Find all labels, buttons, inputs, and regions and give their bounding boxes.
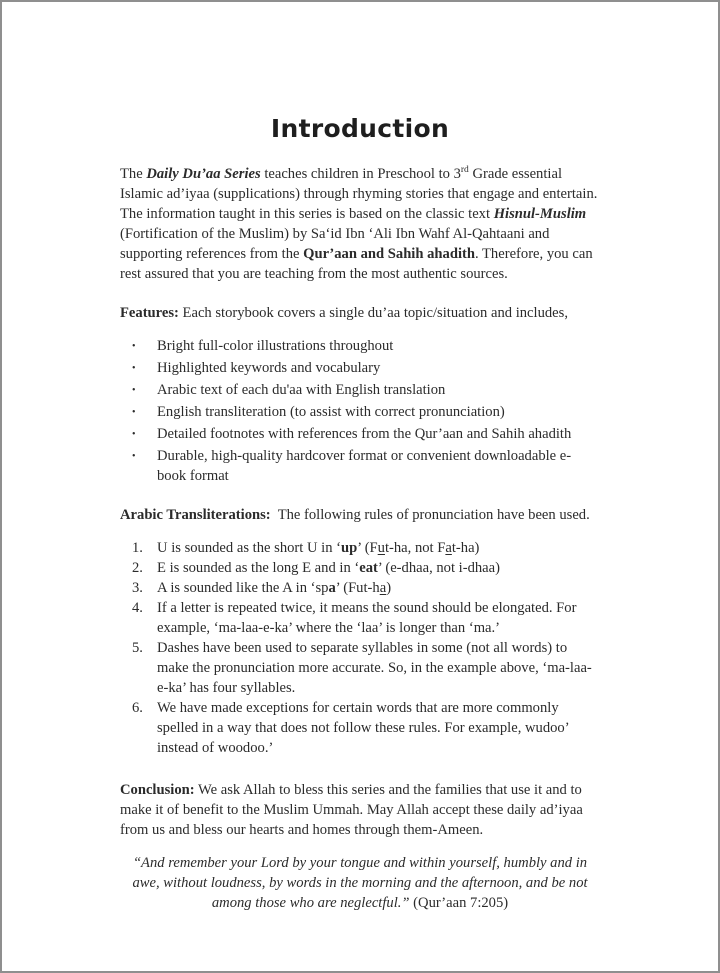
text-segment: We ask Allah to bless this series and the families that use it and to make it of benefit to the Muslim Ummah. May Allah accept these daily ad’iyaa from us and bless our hearts and homes through them-Ameen. [120, 782, 583, 838]
rule-item-text: If a letter is repeated twice, it means the sound should be elongated. For example, ‘ma-laa-e-ka’ where the ‘laa’ is longer than ‘ma.’ [157, 600, 577, 636]
rule-item-4 [120, 598, 600, 638]
bullet-icon: • [132, 341, 136, 352]
bullet-icon: • [132, 429, 136, 440]
text-segment: U is sounded as the short U in ‘ [157, 540, 342, 556]
bullet-marker [132, 424, 157, 446]
feature-item-text: Durable, high-quality hardcover format or convenient downloadable e-book format [157, 448, 572, 484]
item-number: 2. [132, 560, 143, 576]
underlined-letter: a [445, 540, 452, 556]
quote-paragraph [124, 853, 596, 913]
text-segment: (Fortification of the Muslim) by Sa‘id Ibn ‘Ali Ibn Wahf Al-Qahtaani and supporting references from the [120, 226, 550, 262]
quote-reference: (Qur’aan 7:205) [409, 895, 509, 911]
rule-item-1 [120, 538, 600, 558]
bullet-marker [132, 336, 157, 358]
rule-item-text [157, 538, 600, 558]
text-segment: The [120, 166, 147, 182]
feature-item-text: Highlighted keywords and vocabulary [157, 360, 381, 376]
text-segment: ’ (F [357, 540, 378, 556]
text-segment: A is sounded like the A in ‘sp [157, 580, 329, 596]
item-number: 6. [132, 700, 143, 716]
bullet-icon: • [132, 363, 136, 374]
text-segment: . Therefore, you can rest assured that you are teaching from the most authentic sources. [120, 246, 593, 282]
conclusion-paragraph [120, 780, 600, 840]
quote-text: “And remember your Lord by your tongue and within yourself, humbly and in awe, without loudness, by words in the morning and the afternoon, and be not among those who are neglectful.” [132, 855, 588, 911]
emphasized-word: a [328, 580, 336, 596]
bullet-marker [132, 446, 157, 468]
rule-item-3 [120, 578, 600, 598]
bullet-marker [132, 358, 157, 380]
intro-paragraph [120, 164, 600, 284]
item-number: 3. [132, 580, 143, 596]
text-segment: Grade essential Islamic ad’iyaa (supplications) through rhyming stories that engage and entertain. The information taught in this series is based on the classic text [120, 166, 598, 222]
text-segment: ) [386, 580, 392, 596]
feature-item [120, 424, 600, 446]
page-title: Introduction [270, 114, 450, 143]
transliterations-paragraph [120, 505, 600, 525]
series-name: Daily Du’aa Series [146, 166, 261, 182]
transliterations-label: Arabic Transliterations: [120, 507, 271, 523]
underlined-letter: a [379, 580, 387, 596]
feature-item-text: Detailed footnotes with references from the Qur’aan and Sahih ahadith [157, 426, 572, 442]
feature-item [120, 402, 600, 424]
item-number: 5. [132, 640, 143, 656]
underlined-letter: u [377, 540, 385, 556]
book-title: Hisnul-Muslim [493, 206, 587, 222]
text-segment: ’ (Fut-h [335, 580, 380, 596]
feature-item-text: Bright full-color illustrations throughout [157, 338, 394, 354]
rule-item-6 [120, 698, 600, 758]
bullet-marker [132, 380, 157, 402]
bullet-icon: • [132, 385, 136, 396]
item-number: 4. [132, 600, 143, 616]
rule-item-text: We have made exceptions for certain words that are more commonly spelled in a way that does not follow these rules. For example, wudoo’ instead of woodoo.’ [157, 700, 569, 756]
text-segment: t-ha) [451, 540, 480, 556]
text-segment: Each storybook covers a single du’aa topic/situation and includes, [178, 305, 568, 321]
rule-item-5 [120, 638, 600, 698]
features-list [120, 336, 600, 486]
text-segment: E is sounded as the long E and in ‘ [157, 560, 360, 576]
feature-item [120, 358, 600, 380]
rule-item-text [157, 558, 600, 578]
text-segment: teaches children in Preschool to 3 [260, 166, 461, 182]
feature-item [120, 380, 600, 402]
text-segment: ’ (e-dhaa, not i-dhaa) [377, 560, 500, 576]
bullet-marker [132, 402, 157, 424]
bullet-icon: • [132, 407, 136, 418]
rule-item-2 [120, 558, 600, 578]
item-number: 1. [132, 540, 143, 556]
emphasized-word: up [341, 540, 358, 556]
rule-item-text [157, 578, 600, 598]
text-segment: t-ha, not F [384, 540, 446, 556]
text-segment: The following rules of pronunciation have been used. [270, 507, 590, 523]
bullet-icon: • [132, 451, 136, 462]
feature-item [120, 336, 600, 358]
grade-superscript: rd [460, 165, 469, 176]
feature-item [120, 446, 600, 486]
emphasized-word: eat [359, 560, 378, 576]
rules-list [120, 538, 600, 758]
sources-emphasis: Qur’aan and Sahih ahadith [303, 246, 475, 262]
feature-item-text: English transliteration (to assist with correct pronunciation) [157, 404, 505, 420]
rule-item-text: Dashes have been used to separate syllables in some (not all words) to make the pronunciation more accurate. So, in the example above, ‘ma-laa-e-ka’ has four syllables. [157, 640, 592, 696]
conclusion-label: Conclusion: [120, 782, 195, 798]
features-label: Features: [120, 305, 179, 321]
feature-item-text: Arabic text of each du'aa with English translation [157, 382, 446, 398]
features-paragraph [120, 303, 600, 323]
